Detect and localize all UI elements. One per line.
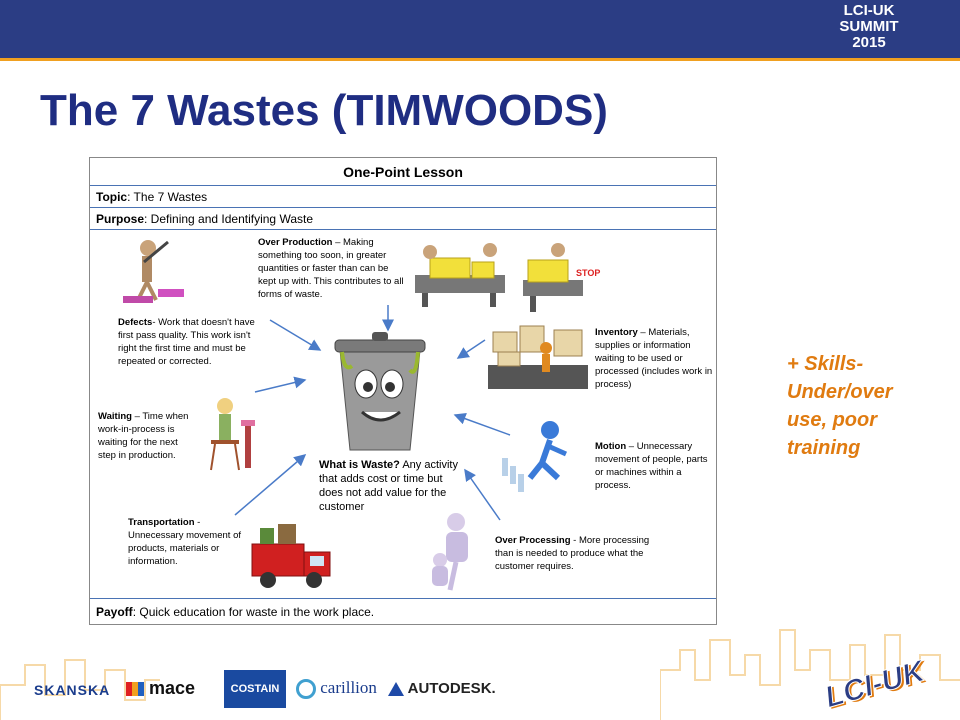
autodesk-mark-icon — [388, 682, 404, 696]
arrow-waiting — [255, 380, 305, 392]
arrow-inventory — [458, 340, 485, 358]
carillion-logo — [296, 678, 377, 699]
lesson-payoff — [90, 598, 716, 625]
lesson-purpose — [90, 208, 716, 230]
summit-logo — [794, 3, 944, 51]
inventory-illustration — [488, 320, 588, 390]
summit-line-3: 2015 — [852, 34, 886, 51]
motion-label: Motion — [595, 441, 627, 452]
waiting-box — [98, 410, 198, 462]
header-bar — [0, 0, 960, 58]
waste-text: Any activity that adds cost or time but does not add value for the customer — [319, 459, 458, 513]
inventory-label: Inventory — [595, 327, 638, 338]
defects-label: Defects — [118, 317, 153, 328]
sponsor-logos — [0, 654, 960, 720]
one-point-lesson — [89, 157, 717, 625]
over-processing-text: - More processing than is needed to produce what the customer requires. — [495, 535, 650, 572]
autodesk-logo — [388, 680, 496, 697]
inventory-box — [595, 326, 713, 391]
defects-box — [118, 316, 268, 368]
waste-bin-illustration — [330, 332, 430, 452]
stop-sign-text: STOP — [576, 268, 601, 278]
over-processing-label: Over Processing — [495, 535, 571, 546]
summit-line-1: LCI-UK — [843, 2, 895, 19]
lci-uk-badge: LCI-UK — [821, 654, 929, 715]
carillion-mark-icon — [296, 679, 316, 699]
lesson-topic — [90, 186, 716, 208]
topic-label: Topic — [96, 190, 128, 204]
over-processing-box — [495, 534, 670, 573]
waiting-text: – Time when work-in-process is waiting for the next step in production. — [98, 411, 189, 461]
defects-illustration — [118, 234, 188, 314]
mace-text: mace — [149, 678, 196, 698]
carillion-text: carillion — [320, 678, 377, 697]
arrow-defects — [270, 320, 320, 350]
over-production-text: – Making something too soon, in greater quantities or faster than can be kept up with. This contributes to all forms of waste. — [258, 237, 404, 300]
motion-text: – Unnecessary movement of people, parts or machines within a process. — [595, 441, 708, 491]
over-processing-illustration — [426, 510, 490, 594]
topic-text: : The 7 Wastes — [127, 190, 208, 204]
skanska-logo: SKANSKA — [34, 682, 111, 698]
over-production-illustration-2 — [518, 240, 610, 316]
waiting-illustration — [203, 394, 263, 474]
purpose-label: Purpose — [96, 212, 145, 226]
transportation-box — [128, 516, 246, 568]
autodesk-text: AUTODESK. — [407, 680, 496, 697]
transportation-text: - Unnecessary movement of products, materials or information. — [128, 517, 241, 567]
slide-title: The 7 Wastes (TIMWOODS) — [40, 86, 608, 135]
payoff-text: : Quick education for waste in the work place. — [132, 605, 375, 619]
transportation-illustration — [250, 522, 336, 592]
summit-line-2: SUMMIT — [839, 18, 899, 35]
transportation-label: Transportation — [128, 517, 195, 528]
waste-label: What is Waste? — [319, 459, 400, 471]
mace-logo — [126, 678, 195, 699]
mace-mark-icon — [126, 682, 144, 696]
waiting-label: Waiting — [98, 411, 132, 422]
over-production-box — [258, 236, 408, 301]
lesson-title: One-Point Lesson — [90, 158, 716, 186]
header-accent-line — [0, 58, 960, 61]
over-production-label: Over Production — [258, 237, 333, 248]
what-is-waste-box — [319, 458, 469, 514]
over-production-illustration-1 — [410, 240, 510, 312]
costain-logo: COSTAIN — [224, 670, 286, 708]
purpose-text: : Defining and Identifying Waste — [144, 212, 313, 226]
motion-illustration — [500, 418, 580, 498]
inventory-text: – Materials, supplies or information waiting to be used or processed (includes work in process) — [595, 327, 713, 390]
side-note: + Skills-Under/over use, poor training — [787, 353, 893, 459]
defects-text: - Work that doesn't have first pass quality. This work isn't right the first time and must be repeated or corrected. — [118, 317, 255, 367]
motion-box — [595, 440, 713, 492]
payoff-label: Payoff — [96, 605, 133, 619]
